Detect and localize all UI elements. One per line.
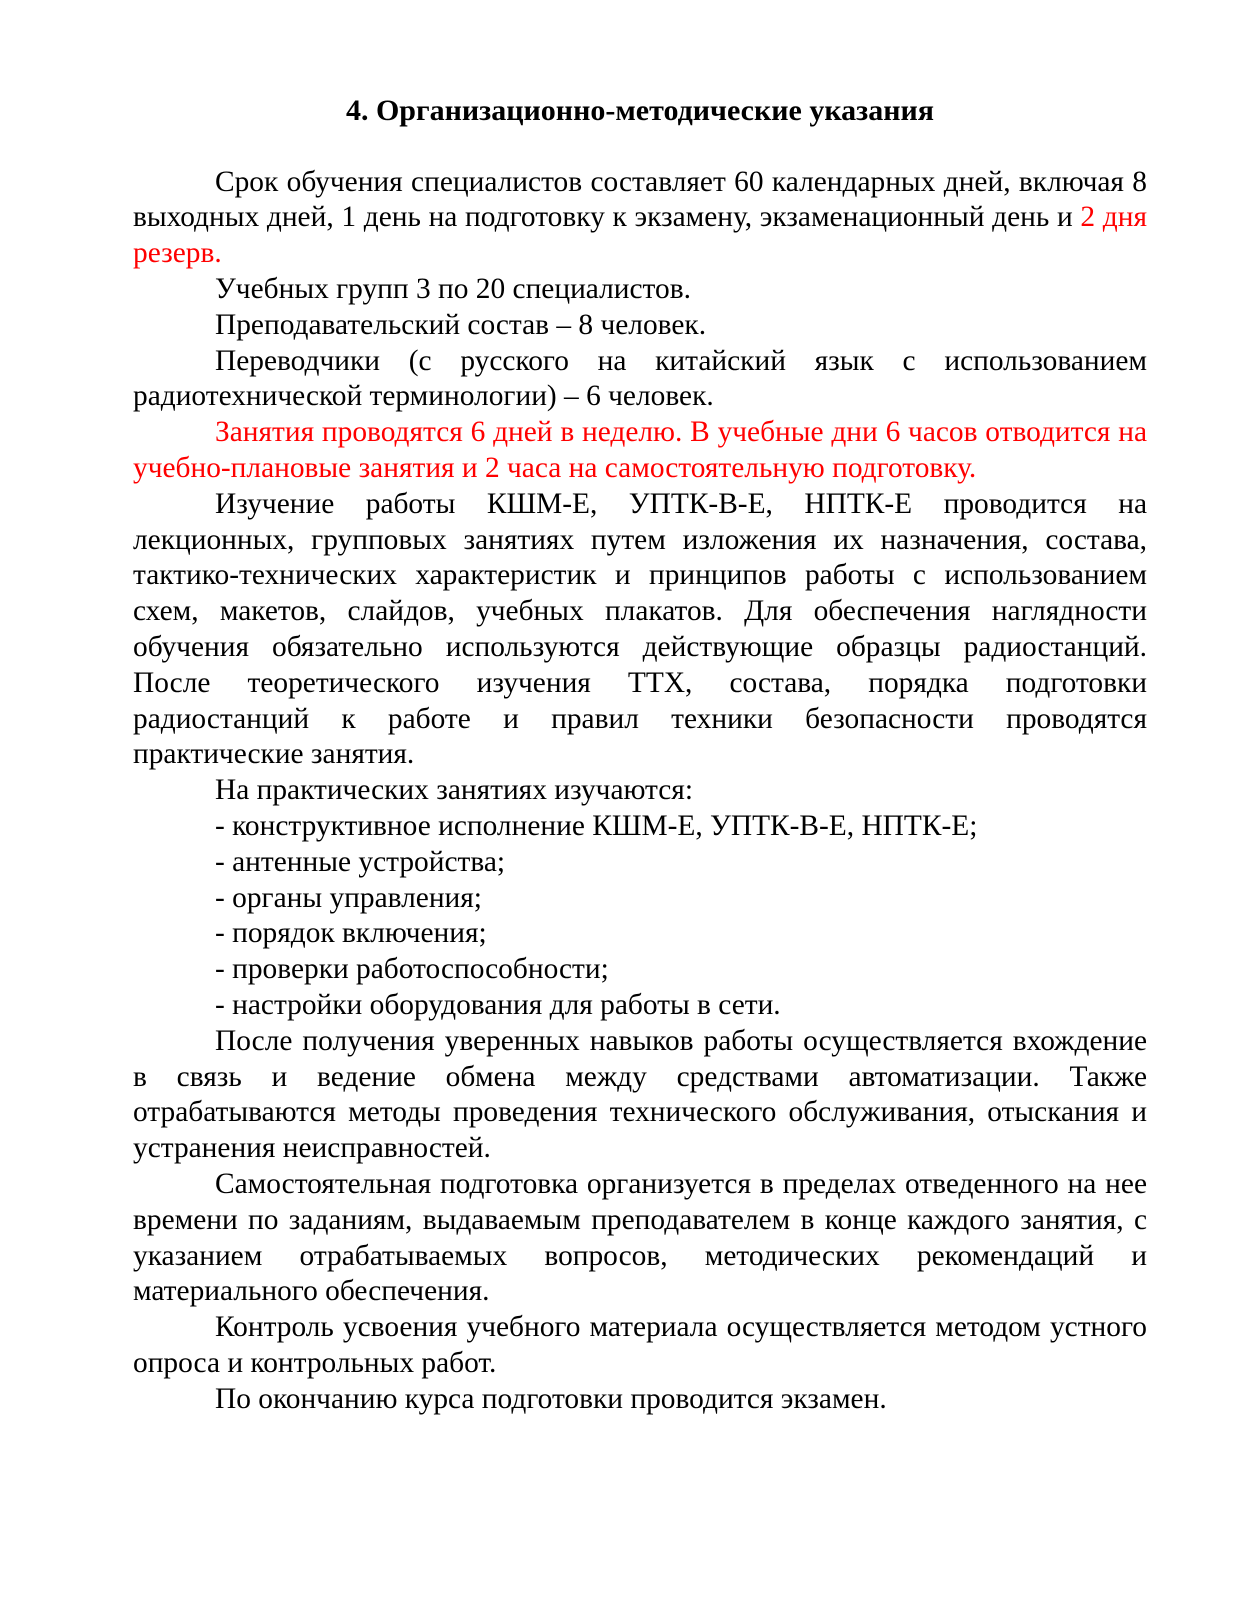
paragraph-text: Преподавательский состав – 8 человек.: [215, 308, 707, 341]
paragraph: [133, 344, 1147, 416]
paragraph: [133, 1382, 1147, 1418]
list-item-text: - органы управления;: [215, 881, 482, 914]
paragraph-text: После получения уверенных навыков работы осуществляется вхождение в связь и ведение обмена между средствами автоматизации. Также отрабатываются методы проведения технического обслуживания, отыскания и устранения неисправностей.: [133, 1024, 1147, 1165]
list-item: [133, 916, 1147, 952]
paragraph-text: По окончанию курса подготовки проводится экзамен.: [215, 1382, 887, 1415]
paragraph: [133, 1024, 1147, 1167]
list-item-text: - конструктивное исполнение КШМ-Е, УПТК-В-Е, НПТК-Е;: [215, 809, 978, 842]
list-item: [133, 988, 1147, 1024]
list-item-text: - проверки работоспособности;: [215, 953, 609, 986]
paragraph-text: Переводчики (с русского на китайский язык с использованием радиотехнической терминологии) – 6 человек.: [133, 344, 1147, 413]
paragraph-text: Контроль усвоения учебного материала осуществляется методом устного опроса и контрольных работ.: [133, 1311, 1147, 1379]
list-item: [133, 881, 1147, 917]
document-content: [133, 93, 1147, 1417]
paragraph-text: Учебных групп 3 по 20 специалистов.: [215, 272, 691, 305]
paragraph: [133, 1310, 1147, 1382]
paragraph: [133, 308, 1147, 344]
paragraph-text: Срок обучения специалистов составляет 60 календарных дней, включая 8 выходных дней, 1 день на подготовку к экзамену, экзаменационный день и: [133, 165, 1147, 234]
paragraph: [133, 415, 1147, 487]
paragraph-text: Самостоятельная подготовка организуется в пределах отведенного на нее времени по заданиям, выдаваемым преподавателем в конце каждого занятия, с указанием отрабатываемых вопросов, методических рекомендаций и материального обеспечения.: [133, 1167, 1147, 1308]
list-item: [133, 809, 1147, 845]
paragraph: [133, 487, 1147, 773]
red-highlight-text: Занятия проводятся 6 дней в неделю. В учебные дни 6 часов отводится на учебно-плановые занятия и 2 часа на самостоятельную подготовку.: [133, 416, 1147, 484]
paragraph: [133, 272, 1147, 308]
paragraph: [133, 1167, 1147, 1310]
document-title: 4. Организационно-методические указания: [345, 94, 935, 127]
paragraph-text: На практических занятиях изучаются:: [215, 774, 693, 807]
red-highlight-text: 2 дня резерв.: [133, 201, 1147, 270]
list-item: [133, 952, 1147, 988]
list-item-text: - настройки оборудования для работы в сети.: [215, 988, 781, 1021]
paragraph: [133, 165, 1147, 272]
paragraph-text: Изучение работы КШМ-Е, УПТК-В-Е, НПТК-Е проводится на лекционных, групповых занятиях путем изложения их назначения, состава, тактико-технических характеристик и принципов работы с использованием схем, макетов, слайдов, учебных плакатов. Для обеспечения наглядности обучения обязательно используются действующие образцы радиостанций. После теоретического изучения ТТХ, состава, порядка подготовки радиостанций к работе и правил техники безопасности проводятся практические занятия.: [133, 487, 1147, 771]
paragraph: [133, 773, 1147, 809]
list-item-text: - порядок включения;: [215, 917, 487, 950]
list-item: [133, 845, 1147, 881]
list-item-text: - антенные устройства;: [215, 845, 506, 878]
